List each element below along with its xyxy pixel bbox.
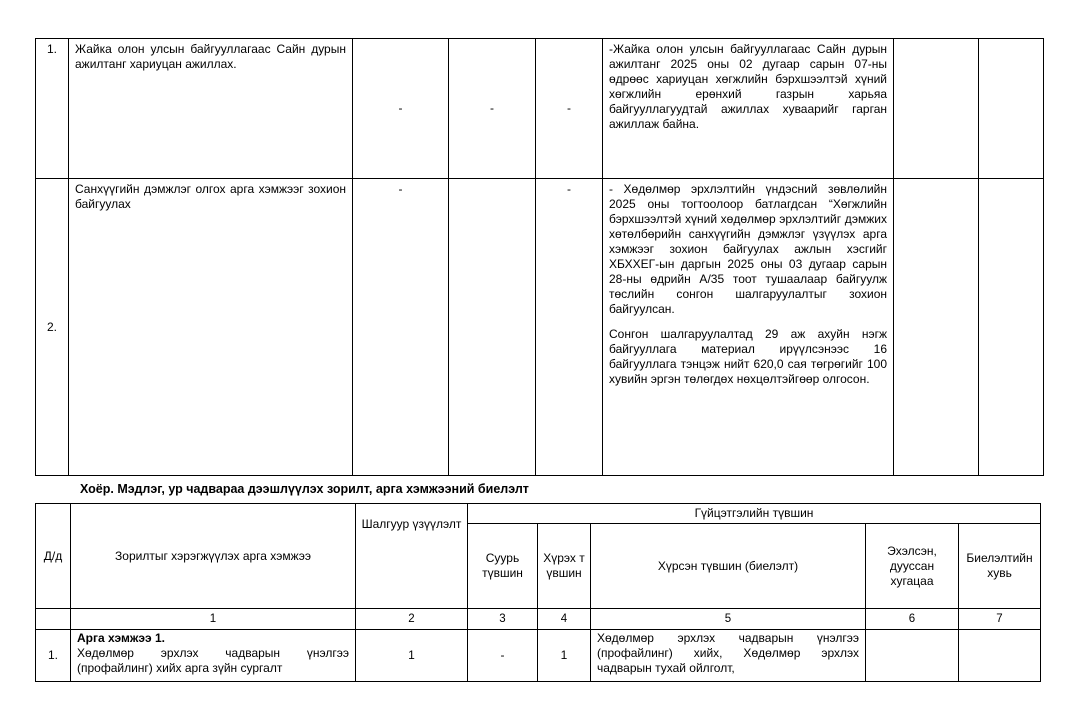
header-criteria: Шалгуур үзүүлэлт [356, 504, 468, 609]
measure-cell: Жайка олон улсын байгууллагаас Сайн дурын ажилтанг хариуцан ажиллах. [69, 39, 353, 179]
column-number: 7 [959, 609, 1041, 630]
column-number-empty [36, 609, 71, 630]
period-cell [894, 179, 979, 476]
header-performance-group: Гүйцэтгэлийн түвшин [468, 504, 1041, 524]
completion-cell [979, 39, 1044, 179]
result-cell: -Жайка олон улсын байгууллагаас Сайн дурын ажилтанг 2025 оны 02 дугаар сарын 07-ны өдрөөс хариуцан хөгжлийн бэрхшээлтэй хүний хөгжлийн ерөнхий газрын харьяа байгууллагуудтай ажиллах хуваарийг гарган ажиллаж байна. [603, 39, 894, 179]
header-num: Д/д [36, 504, 71, 609]
measure-title: Арга хэмжээ 1. [77, 631, 165, 645]
column-number: 1 [71, 609, 356, 630]
completion-cell [959, 630, 1041, 682]
section-title: Хоёр. Мэдлэг, ур чадвараа дээшлүүлэх зорилт, арга хэмжээний биелэлт [80, 482, 529, 496]
header-measure: Зорилтыг хэрэгжүүлэх арга хэмжээ [71, 504, 356, 609]
row-number: 1. [36, 630, 71, 682]
row-number: 2. [36, 179, 69, 476]
completion-cell [979, 179, 1044, 476]
base-level-cell [449, 179, 536, 476]
column-number: 6 [866, 609, 959, 630]
period-cell [894, 39, 979, 179]
column-number-row [36, 609, 1041, 630]
header-percent: Биелэлтийн хувь [959, 524, 1041, 609]
measure-text: Хөдөлмөр эрхлэх чадварын үнэлгээ (профайлинг) хийх арга зүйн сургалт [77, 646, 349, 675]
header-row-top [36, 504, 1041, 524]
period-cell [866, 630, 959, 682]
result-paragraph: - Хөдөлмөр эрхлэлтийн үндэсний зөвлөлийн 2025 оны тогтоолоор батлагдсан “Хөгжлийн бэрхшээлтэй хүний хөдөлмөр эрхлэлтийг дэмжих хөтөлбөрийн санхүүгийн дэмжлэг үзүүлэх арга хэмжээг зохион байгуулах ажлын хэсгийг ХБХХЕГ-ын даргын 2025 оны 03 дугаар сарын 28-ны өдрийн А/35 тоот тушаалаар байгуулж төслийн сонгон шалгаруулалтыг зохион байгуулсан. [609, 182, 887, 316]
column-number: 3 [468, 609, 538, 630]
indicator-cell: - [353, 179, 449, 476]
column-number: 2 [356, 609, 468, 630]
column-number: 5 [591, 609, 866, 630]
criteria-cell: 1 [356, 630, 468, 682]
row-number: 1. [36, 39, 69, 179]
measure-cell [71, 630, 356, 682]
base-level-cell: - [449, 39, 536, 179]
base-level-cell: - [468, 630, 538, 682]
header-base-level: Суурь түвшин [468, 524, 538, 609]
column-number: 4 [538, 609, 591, 630]
measure-cell: Санхүүгийн дэмжлэг олгох арга хэмжээг зохион байгуулах [69, 179, 353, 476]
table-row [36, 179, 1044, 476]
header-target-level: Хүрэх түвшин [538, 524, 591, 609]
goal-implementation-table [35, 503, 1041, 682]
activity-report-table [35, 38, 1044, 476]
result-cell [603, 179, 894, 476]
target-level-cell: - [536, 179, 603, 476]
indicator-cell: - [353, 39, 449, 179]
header-period: Эхэлсэн, дууссан хугацаа [866, 524, 959, 609]
header-achieved-level: Хүрсэн түвшин (биелэлт) [591, 524, 866, 609]
table-row [36, 630, 1041, 682]
target-level-cell: 1 [538, 630, 591, 682]
target-level-cell: - [536, 39, 603, 179]
result-paragraph: Сонгон шалгаруулалтад 29 аж ахуйн нэгж байгууллага материал ирүүлсэнээс 16 байгууллага тэнцэж нийт 620,0 сая төгрөгийг 100 хувийн эргэн төлөгдөх нөхцөлтэйгөөр олгосон. [609, 327, 887, 386]
table-row [36, 39, 1044, 179]
achieved-cell: Хөдөлмөр эрхлэх чадварын үнэлгээ (профайлинг) хийх, Хөдөлмөр эрхлэх чадварын тухай ойлголт, [591, 630, 866, 682]
